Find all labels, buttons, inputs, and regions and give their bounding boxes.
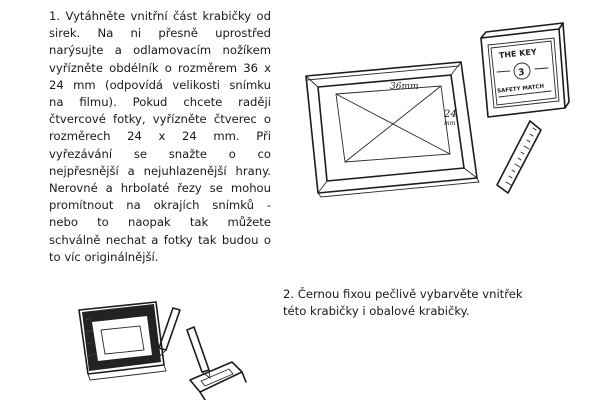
step-1-line: 24 mm (odpovídá velikosti snímku [49, 77, 271, 92]
height-label: 24 [444, 109, 457, 120]
step-1-line: na filmu). Pokud chcete raději [49, 95, 271, 110]
step-2-line: 2. Černou fixou pečlivě vybarvěte vnitřek [283, 287, 523, 301]
step-1-line: vyřezávání se snažte o co [49, 146, 271, 161]
step-1-line: promítnout na okrajích snímků - [49, 198, 271, 213]
step-1-line: sirek. Na ni přesně uprostřed [49, 26, 271, 41]
step-1-line: nejpřesnější a nejuhlazenější hrany. [49, 163, 271, 178]
ruler-illustration [497, 121, 541, 193]
matchbox-drawer-illustration [306, 62, 479, 197]
blackened-cover-illustration [190, 362, 246, 400]
step-1-line: 1. Vytáhněte vnitřní část krabičky od [49, 9, 271, 23]
step-1-line: vyřízněte obdélník o rozměrem 36 x [49, 60, 271, 75]
step-1-line: rozměrech 24 x 24 mm. Při [49, 129, 271, 144]
width-label: 36mm [390, 82, 419, 92]
step-1-line: nebo to naopak tak můžete [49, 215, 271, 230]
step-1-line: čtvercové fotky, vyřízněte čtverec o [49, 112, 271, 127]
box-label-top: THE KEY [498, 47, 538, 61]
step-1-line: to víc originálnější. [49, 249, 159, 264]
step-2-line: této krabičky i obalové krabičky. [283, 304, 470, 319]
step-1-line: schválně nechat a fotky tak budou o [49, 232, 271, 247]
svg-text:3: 3 [517, 67, 525, 79]
height-unit: mm [444, 120, 456, 127]
step-1-line: Nerovné a hrbolaté řezy se mohou [49, 181, 271, 196]
matchbox-cover-illustration [481, 23, 569, 117]
blackened-drawer-illustration [79, 302, 210, 380]
box-label-mid: SAFETY MATCH [496, 83, 545, 95]
step-1-line: narýsujte a odlamovacím nožíkem [49, 43, 271, 58]
